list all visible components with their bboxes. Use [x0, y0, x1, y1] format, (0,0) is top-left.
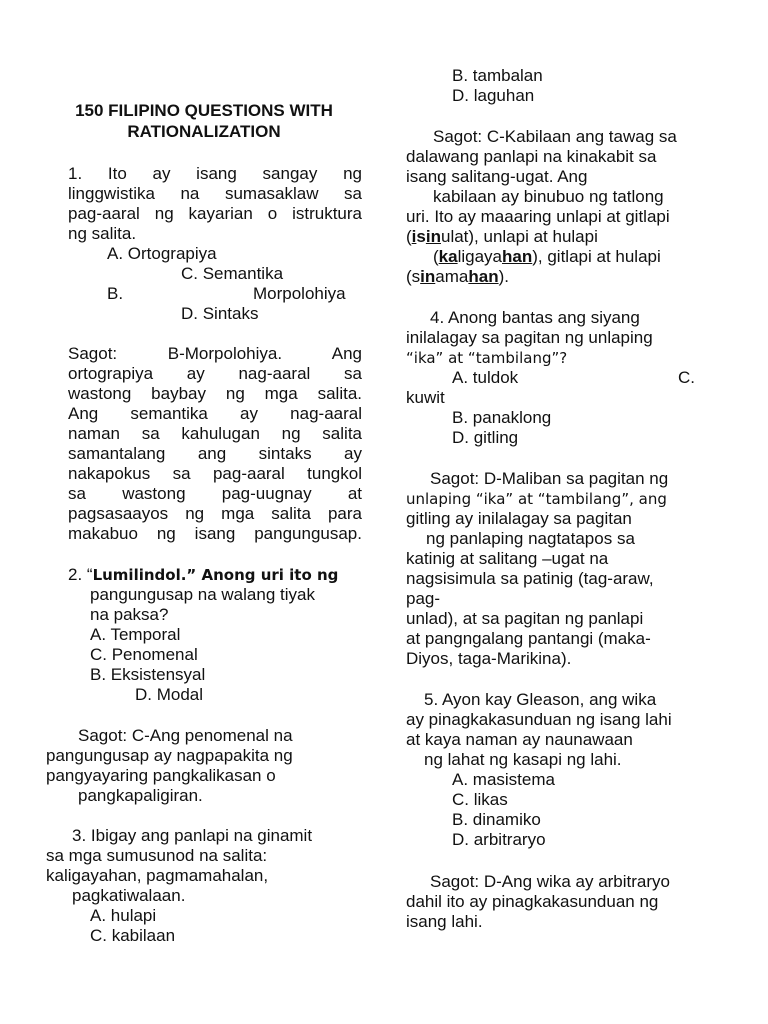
r2-line-2: pangungusap ay nagpapakita ng: [46, 746, 293, 765]
r4-line-4: ng panlaping nagtatapos sa: [426, 529, 635, 548]
q5-line-1: 5. Ayon kay Gleason, ang wika: [424, 690, 657, 709]
r3-l8-root: ama: [435, 267, 469, 286]
q1-line-3: pag-aaral ng kayarian o istruktura: [68, 204, 362, 223]
r1-line-1: Sagot: B-Morpolohiya. Ang: [68, 344, 362, 363]
q5-line-2: ay pinagkakasunduan ng isang lahi: [406, 710, 672, 729]
r3-l7-affix-han: han: [502, 247, 533, 266]
r4-line-10: Diyos, taga-Marikina).: [406, 649, 572, 668]
r3-l6-post: ulat), unlapi at hulapi: [440, 227, 598, 246]
r3-l8-affix-han: han: [468, 267, 499, 286]
title-line-2: RATIONALIZATION: [127, 122, 281, 141]
r2-line-3: pangyayaring pangkalikasan o: [46, 766, 276, 785]
r3-line-4: kabilaan ay binubuo ng tatlong: [433, 187, 664, 206]
r1-line-6: samantalang ang sintaks ay: [68, 444, 362, 463]
r3-l8-affix-in: in: [420, 267, 436, 286]
q3-option-d: D. laguhan: [452, 86, 535, 105]
r3-line-8: [406, 267, 509, 287]
q3-option-b: B. tambalan: [452, 66, 543, 85]
q2-quoted-word: Lumilindol: [92, 566, 181, 584]
q3-option-c: C. kabilaan: [90, 926, 176, 945]
r5-line-1: Sagot: D-Ang wika ay arbitraryo: [430, 872, 670, 891]
r1-line-3: wastong baybay ng mga salita.: [68, 384, 362, 403]
q5-line-4: ng lahat ng kasapi ng lahi.: [424, 750, 622, 769]
q3-line-2: sa mga sumusunod na salita:: [46, 846, 268, 865]
q1-option-d: D. Sintaks: [181, 304, 259, 323]
q3-line-4: pagkatiwalaan.: [72, 886, 186, 905]
q1-option-b-text: Morpolohiya: [253, 284, 346, 303]
q2-num: 2. “: [68, 565, 93, 584]
r3-l7-post: ), gitlapi at hulapi: [532, 247, 661, 266]
r3-line-1: Sagot: C-Kabilaan ang tawag sa: [433, 127, 677, 146]
r5-line-3: isang lahi.: [406, 912, 483, 931]
q2-option-b: B. Eksistensyal: [90, 665, 206, 684]
q5-option-b: B. dinamiko: [452, 810, 541, 829]
q5-line-3: at kaya naman ay naunawaan: [406, 730, 633, 749]
r4-line-2: unlaping “ika” at “tambilang”, ang: [406, 490, 667, 508]
r4-line-6: nagsisimula sa patinig (tag-araw,: [406, 569, 654, 588]
r4-line-8: unlad), at sa pagitan ng panlapi: [406, 609, 644, 628]
r1-line-9: pagsasaayos ng mga salita para: [68, 504, 362, 523]
q2-option-c: C. Penomenal: [90, 645, 198, 664]
r4-line-9: at pangngalang pantangi (maka-: [406, 629, 651, 648]
q3-line-3: kaligayahan, pagmamahalan,: [46, 866, 269, 885]
q5-option-c: C. likas: [452, 790, 508, 809]
r1-line-8: sa wastong pag-uugnay at: [68, 484, 362, 503]
q5-option-a: A. masistema: [452, 770, 555, 789]
q4-line-3: “ika” at “tambilang”?: [406, 349, 568, 367]
q1-line-4: ng salita.: [68, 224, 137, 243]
r3-line-6: [406, 227, 598, 247]
r3-l7-root: ligaya: [457, 247, 503, 266]
q2-line-1: [68, 565, 338, 585]
r3-l8-post: ).: [498, 267, 509, 286]
q4-option-c-text: kuwit: [406, 388, 445, 407]
q1-option-b-letter: B.: [107, 284, 124, 303]
r1-line-2: ortograpiya ay nag-aaral sa: [68, 364, 362, 383]
q4-line-2: inilalagay sa pagitan ng unlaping: [406, 328, 653, 347]
r4-line-1: Sagot: D-Maliban sa pagitan ng: [430, 469, 669, 488]
r3-l6-affix-a: i: [411, 227, 417, 246]
r1-line-5: naman sa kahulugan ng salita: [68, 424, 362, 443]
q5-option-d: D. arbitraryo: [452, 830, 546, 849]
q2-line-2: pangungusap na walang tiyak: [90, 585, 315, 604]
r4-line-7: pag-: [406, 589, 441, 608]
r5-line-2: dahil ito ay pinagkakasunduan ng: [406, 892, 659, 911]
q2-line-3: na paksa?: [90, 605, 169, 624]
r1-line-7: nakapokus sa pag-aaral tungkol: [68, 464, 362, 483]
q4-option-a: A. tuldok: [452, 368, 519, 387]
r3-line-2: dalawang panlapi na kinakabit sa: [406, 147, 657, 166]
q4-option-c-letter: C.: [678, 368, 695, 387]
q3-line-1: 3. Ibigay ang panlapi na ginamit: [72, 826, 313, 845]
q4-option-d: D. gitling: [452, 428, 519, 447]
q4-line-1: 4. Anong bantas ang siyang: [430, 308, 640, 327]
q1-option-c: C. Semantika: [181, 264, 284, 283]
q2-option-d: D. Modal: [135, 685, 204, 704]
r3-l6-pre: (: [406, 227, 412, 246]
r1-line-10: makabuo ng isang pangungusap.: [68, 524, 362, 543]
r1-line-4: Ang semantika ay nag-aaral: [68, 404, 362, 423]
r3-l6-affix-in: in: [425, 227, 441, 246]
r4-line-5: katinig at salitang –ugat na: [406, 549, 609, 568]
r3-l7-pre: (: [433, 247, 439, 266]
q1-line-1: 1. Ito ay isang sangay ng: [68, 164, 362, 183]
r3-line-3: isang salitang-ugat. Ang: [406, 167, 588, 186]
title-line-1: 150 FILIPINO QUESTIONS WITH: [75, 101, 333, 120]
r2-line-4: pangkapaligiran.: [78, 786, 203, 805]
q4-option-b: B. panaklong: [452, 408, 552, 427]
q1-line-2: linggwistika na sumasaklaw sa: [68, 184, 362, 203]
r4-line-3: gitling ay inilalagay sa pagitan: [406, 509, 632, 528]
page-title: [46, 100, 362, 142]
q3-option-a: A. hulapi: [90, 906, 157, 925]
q1-option-a: A. Ortograpiya: [107, 244, 217, 263]
q2-rest: .” Anong uri ito ng: [180, 566, 339, 584]
r2-line-1: Sagot: C-Ang penomenal na: [78, 726, 293, 745]
r3-line-7: [433, 247, 661, 267]
r3-l7-affix-ka: ka: [438, 247, 458, 266]
q2-option-a: A. Temporal: [90, 625, 181, 644]
r3-l8-pre: (s: [406, 267, 421, 286]
r3-line-5: uri. Ito ay maaaring unlapi at gitlapi: [406, 207, 670, 226]
r3-l6-root-letter: s: [416, 227, 426, 246]
